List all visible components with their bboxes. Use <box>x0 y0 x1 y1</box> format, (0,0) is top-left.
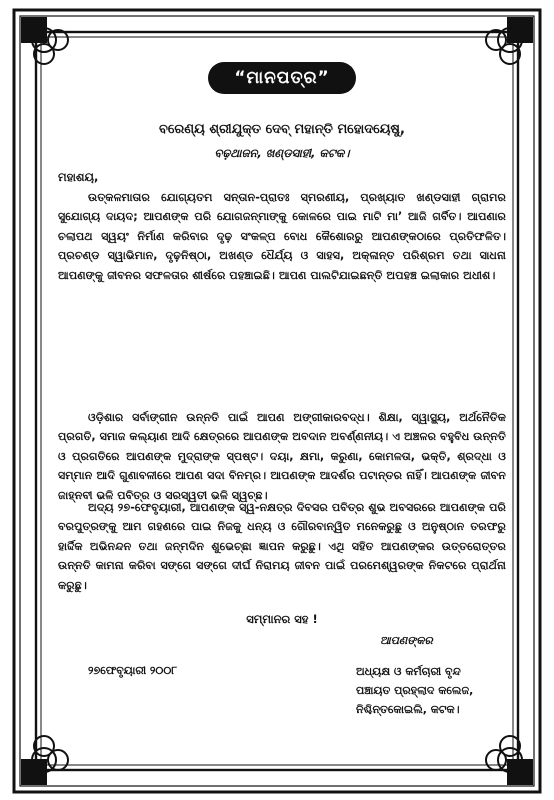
salutation: ମହାଶୟ, <box>58 170 99 184</box>
paragraph-1: ଉତ୍କଳମାତାର ଯୋଗ୍ୟତମ ସନ୍ତାନ-ପ୍ରାତଃ ସ୍ମରଣୀୟ, ପ୍ରଖ୍ୟାତ ଖଣ୍ଡସାହୀ ଗ୍ରାମର ସୁଯୋଗ୍ୟ ଦାୟଦ; ଆପଣଙ୍କ ପରି ଯୋଗଜନ୍ମାଙ୍କୁ କୋଳରେ ପାଇ ମାଟି ମା’ ଆଜି ଗର୍ବିତ। ଆପଣାର ଚଲାପଥ ସ୍ୱୟଂ ନିର୍ମାଣ କରିବାର ଦୃଢ଼ ସଂକଳ୍ପ ବୋଧ କୈଶୋରରୁ ଆପଣଙ୍କଠାରେ ପ୍ରତିଫଳିତ। ପ୍ରଚଣ୍ଡ ସ୍ୱାଭିମାନ, ଦୃଢ଼ନିଷ୍ଠା, ଅଖଣ୍ଡ ଧୈର୍ଯ୍ୟ ଓ ସାହସ, ଅକ୍ଳାନ୍ତ ପରିଶ୍ରମ ତଥା ସାଧନା ଆପଣଙ୍କୁ ଜୀବନର ସଫଳତାର ଶୀର୍ଷରେ ପହଞ୍ଚାଇଛି। ଆପଣ ପାଲଟିଯାଇଛନ୍ତି ଅପହଞ୍ଚ ଇଲାକାର ଅଧୀଶ। <box>58 191 506 282</box>
addressee-location: ବଢ଼ଥାଜନ, ଖଣ୍ଡସାହୀ, କଟକ। <box>214 146 350 160</box>
date: ୨୭ଫେବୃୟାରୀ ୨୦୦୮ <box>88 664 178 677</box>
addressee-name: ବରେଣ୍ୟ ଶ୍ରୀଯୁକ୍ତ ଦେବ୍ ମହାନ୍ତି ମହୋଦୟେଷୁ, <box>159 122 405 137</box>
corner-ornament-top-left <box>22 18 68 64</box>
certificate-title: “ମାନପତ୍ର” <box>208 62 355 94</box>
closing-line: ସମ୍ମାନର ସହ ! <box>246 612 318 626</box>
signature-line-3: ନିଶ୍ଚିନ୍ତକୋଇଲି, କଟକ। <box>356 703 460 716</box>
paragraph-3: ଅଦ୍ୟ ୨୭-ଫେବୃୟାରୀ, ଆପଣଙ୍କ ସ୍ୱ-ନକ୍ଷତ୍ର ଦିବସର ପବିତ୍ର ଶୁଭ ଅବସରରେ ଆପଣଙ୍କ ପରି ବରପୁତ୍ରଙ୍କୁ ଆମ ଗହଣରେ ପାଇ ନିଜକୁ ଧନ୍ୟ ଓ ଗୌରବାନ୍ୱିତ ମନେକରୁଛୁ ଓ ଅନୁଷ୍ଠାନ ତରଫରୁ ହାର୍ଦ୍ଦିକ ଅଭିନନ୍ଦନ ତଥା ଜନ୍ମଦିନ ଶୁଭେଚ୍ଛା ଜ୍ଞାପନ କରୁଛୁ। ଏଥି ସହିତ ଆପଣଙ୍କର ଉତ୍ତରୋତ୍ତର ଉନ୍ନତି କାମନା କରିବା ସଙ୍ଗେ ସଙ୍ଗେ ଦୀର୍ଘ ନିରାମୟ ଜୀବନ ପାଇଁ ପରମେଶ୍ୱରଙ୍କ ନିକଟରେ ପ୍ରାର୍ଥନା କରୁଛୁ। <box>58 501 506 592</box>
title-banner <box>58 62 506 94</box>
paragraph-2: ଓଡ଼ିଶାର ସର୍ବାଙ୍ଗୀନ ଉନ୍ନତି ପାଇଁ ଆପଣ ଅଙ୍ଗୀକାରବଦ୍ଧ। ଶିକ୍ଷା, ସ୍ୱାସ୍ଥ୍ୟ, ଅର୍ଥନୈତିକ ପ୍ରଗତି, ସମାଜ କଲ୍ୟାଣ ଆଦି କ୍ଷେତ୍ରରେ ଆପଣଙ୍କ ଅବଦାନ ଅବର୍ଣ୍ଣନୀୟ। ଏ ଅଞ୍ଚଳର ବହୁବିଧ ଉନ୍ନତି ଓ ପ୍ରଗତିରେ ଆପଣଙ୍କ ମୁଦ୍ରାଙ୍କ ସ୍ପଷ୍ଟ। ଦୟା, କ୍ଷମା, କରୁଣା, କୋମଳତା, ଭକ୍ତି, ଶ୍ରଦ୍ଧା ଓ ସମ୍ମାନ ଆଦି ଗୁଣାବଳୀରେ ଆପଣ ସଦା ବିନମ୍ର। ଆପଣଙ୍କ ଆଦର୍ଶର ପଟାନ୍ତର ନାହିଁ। ଆପଣଙ୍କ ଜୀବନ ଜାହ୍ନବୀ ଭଳି ପବିତ୍ର ଓ ସରସ୍ୱତୀ ଭଳି ସ୍ୱଚ୍ଛ। <box>58 411 506 502</box>
corner-ornament-bottom-right <box>486 736 532 784</box>
signature-line-1: ଅଧ୍ୟକ୍ଷ ଓ କର୍ମଚାରୀ ବୃନ୍ଦ <box>356 665 461 678</box>
signature-line-2: ପଞ୍ଚାୟତ ପ୍ରହ୍ଲାଦ କଲେଜ, <box>356 684 474 697</box>
corner-ornament-top-right <box>486 18 532 64</box>
corner-ornament-bottom-left <box>22 736 68 784</box>
signature-block <box>356 662 473 719</box>
yours-label: ଆପଣଙ୍କର <box>380 634 433 647</box>
